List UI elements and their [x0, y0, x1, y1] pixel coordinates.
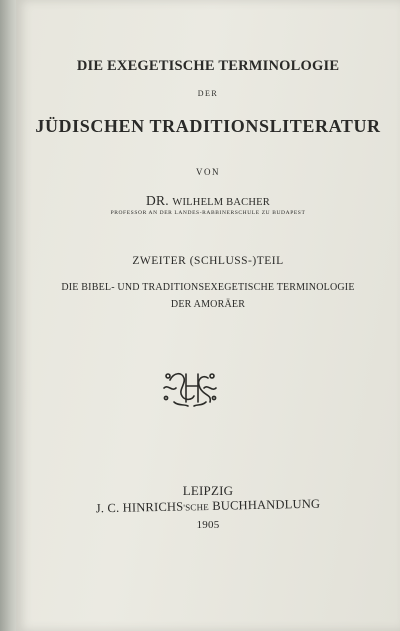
publisher-city: LEIPZIG — [182, 483, 234, 498]
subtitle-line-2: DER AMORÄER — [170, 299, 246, 310]
title-line-2: JÜDISCHEN TRADITIONSLITERATUR — [35, 116, 381, 136]
publisher-mark-text: JCH — [160, 366, 162, 367]
author-name: WILHELM BACHER — [172, 197, 270, 208]
author-affiliation: PROFESSOR AN DER LANDES-RABBINERSCHULE ZU BUDAPEST — [110, 210, 306, 216]
author-prefix: DR. — [146, 193, 169, 208]
by-line: VON — [196, 167, 220, 177]
subtitle-line-1: DIE BIBEL- UND TRADITIONSEXEGETISCHE TERMINOLOGIE — [61, 282, 355, 293]
title-line-1: DIE EXEGETISCHE TERMINOLOGIE — [76, 58, 340, 74]
publisher-initials: J. C. HINRICHS — [95, 499, 184, 516]
publisher-business: BUCHHANDLUNG — [212, 496, 321, 513]
publisher-mark-icon — [160, 366, 220, 410]
author — [16, 193, 400, 209]
part-title: ZWEITER (SCHLUSS-)TEIL — [132, 255, 284, 267]
publisher-suffix: 'SCHE — [183, 501, 210, 513]
title-connector: DER — [197, 89, 219, 98]
publication-year: 1905 — [196, 519, 220, 531]
